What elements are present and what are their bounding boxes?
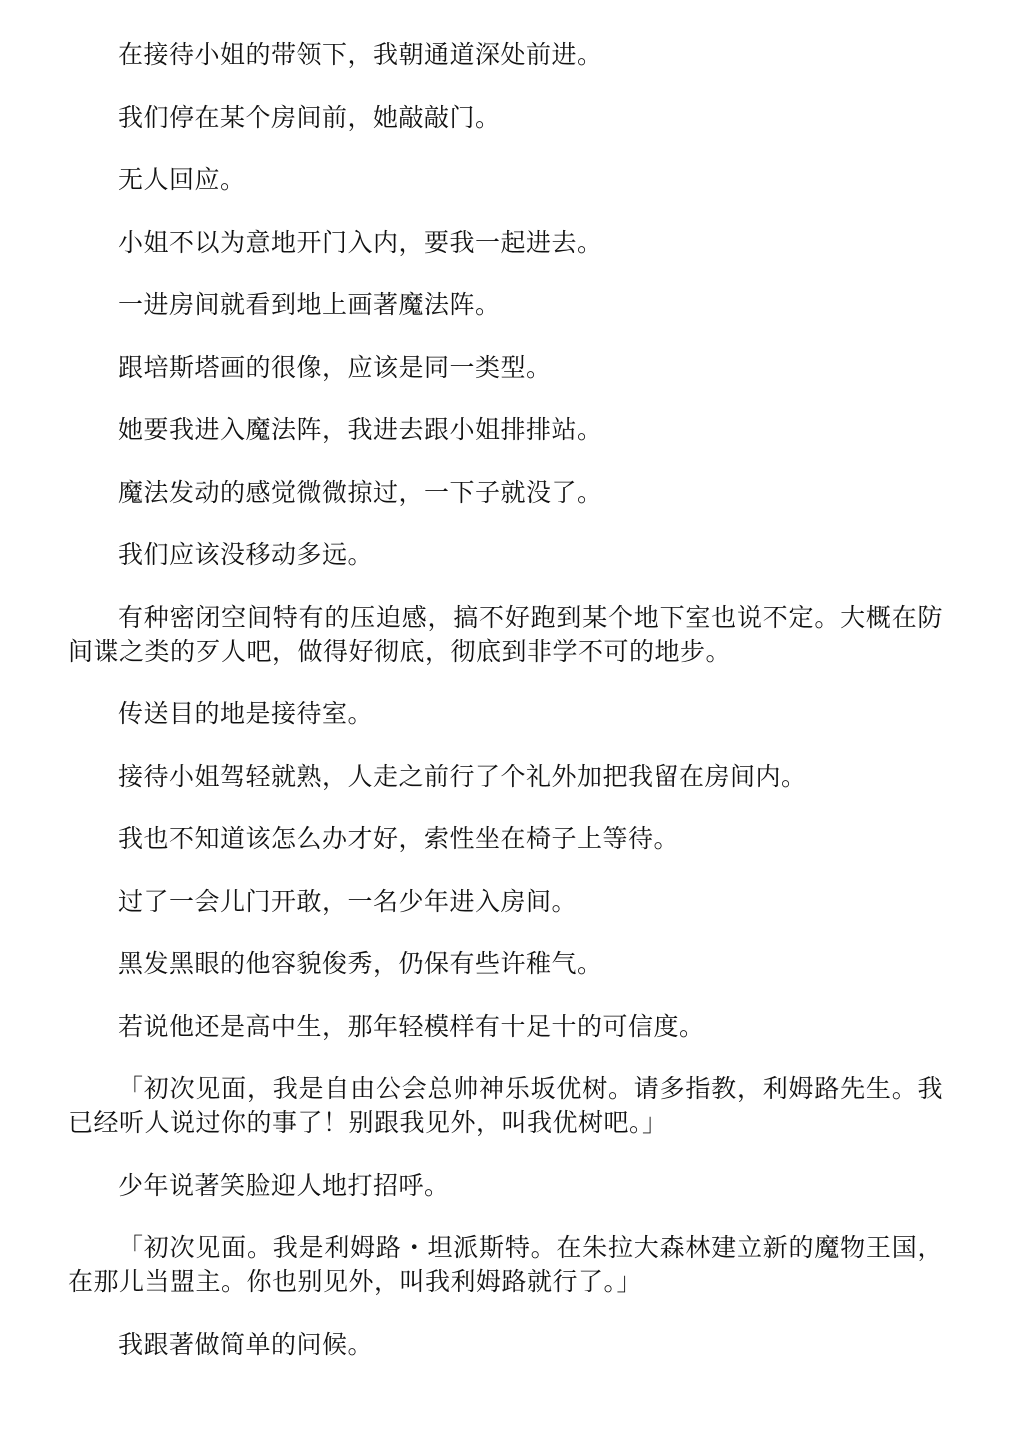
paragraph-11: 传送目的地是接待室。 [118,699,374,728]
paragraph-2: 我们停在某个房间前，她敲敲门。 [118,102,501,132]
paragraph-15: 黑发黑眼的他容貌俊秀，仍保有些许稚气。 [118,949,603,978]
paragraph-19-dialogue: 「初次见面。我是利姆路・坦派斯特。在朱拉大森林建立新的魔物王国，在那儿当盟主。你也别见外，叫我利姆路就行了。」 [68,1233,943,1296]
paragraph-14: 过了一会儿门开敢，一名少年进入房间。 [118,886,578,916]
paragraph-10: 有种密闭空间特有的压迫感，搞不好跑到某个地下室也说不定。大概在防间谍之类的歹人吧，做得好彻底，彻底到非学不可的地步。 [68,602,943,666]
paragraph-7: 她要我进入魔法阵，我进去跟小姐排排站。 [118,415,603,444]
paragraph-5: 一进房间就看到地上画著魔法阵。 [118,290,501,319]
paragraph-1: 在接待小姐的带领下，我朝通道深处前进。 [118,40,603,69]
paragraph-12: 接待小姐驾轻就熟，人走之前行了个礼外加把我留在房间内。 [118,761,807,791]
paragraph-18: 少年说著笑脸迎人地打招呼。 [118,1170,450,1200]
paragraph-13: 我也不知道该怎么办才好，索性坐在椅子上等待。 [118,824,680,853]
paragraph-6: 跟培斯塔画的很像，应该是同一类型。 [118,352,552,382]
paragraph-17-dialogue: 「初次见面，我是自由公会总帅神乐坂优树。请多指教，利姆路先生。我已经听人说过你的事了！别跟我见外，叫我优树吧。」 [68,1074,943,1137]
paragraph-9: 我们应该没移动多远。 [118,540,374,569]
paragraph-16: 若说他还是高中生，那年轻模样有十足十的可信度。 [118,1011,705,1041]
paragraph-20: 我跟著做简单的问候。 [118,1329,374,1359]
paragraph-8: 魔法发动的感觉微微掠过，一下子就没了。 [118,477,603,507]
paragraph-3: 无人回应。 [118,165,246,194]
paragraph-4: 小姐不以为意地开门入内，要我一起进去。 [118,227,603,257]
